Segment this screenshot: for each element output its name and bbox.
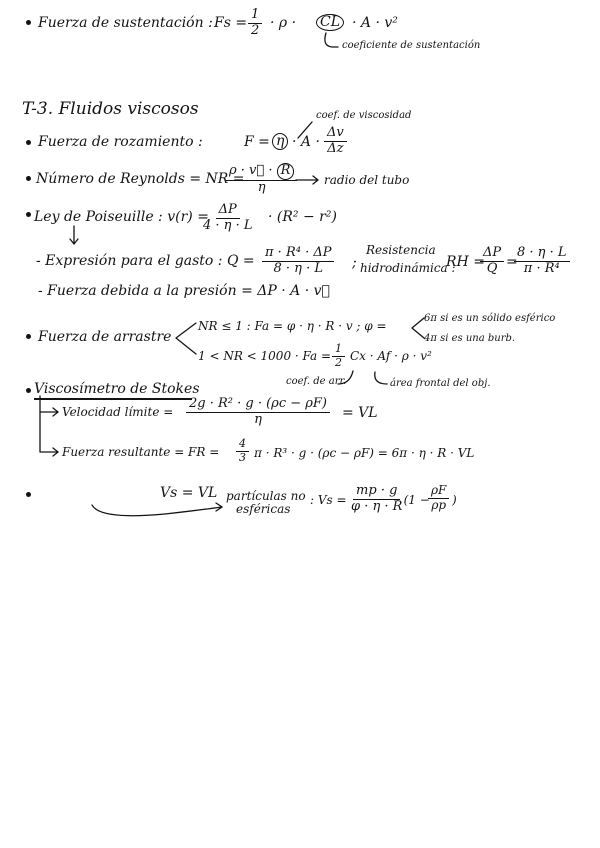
sustentacion-note: coeficiente de sustentación [342,40,481,51]
sedimentacion-paren-close: ) [452,493,457,507]
fresultante-rest: π · R³ · g · (ρc − ρF) = 6π · η · R · VL [254,446,475,460]
resistencia-label-2: hidrodinámica : [360,261,456,275]
poiseuille-down-arrow [70,226,78,244]
bullet [26,492,31,497]
sustentacion-half: $\frac{1}{2}$ [248,8,262,39]
drag-coefficient-note: coef. de arr. [286,376,347,387]
sedimentacion-note-1: partículas no [226,489,306,503]
radius-arrow [296,176,318,184]
resistencia-fraction-1: $\frac{\Delta P}{Q}$ [480,246,504,277]
vlimite-rhs: = VL [342,405,378,421]
sedimentacion-arrow [92,503,222,516]
arrastre-label: Fuerza de arrastre [38,329,172,345]
fresultante-fraction: $\frac{4}{3}$ [236,438,249,464]
bullet [26,388,31,393]
resistencia-fraction-2: $\frac{8 \cdot \eta \cdot L}{\text{π · R⁴}}$ [514,246,570,277]
arrastre-half: $\frac{1}{2}$ [332,343,345,369]
gasto-label: - Expresión para el gasto : Q = [36,253,255,269]
stokes-underline [34,398,192,400]
bullet [26,176,31,181]
arrastre-phi-sphere: 6π si es un sólido esférico [424,313,556,324]
section-title: T-3. Fluidos viscosos [22,99,199,119]
frontal-area-note: área frontal del obj. [390,378,491,389]
cl-note-arrow [325,33,338,47]
sedimentacion-eq: Vs = VL [160,485,218,501]
sustentacion-rest: · A · v² [352,15,398,31]
af-note-hook [375,372,387,384]
gasto-fraction: $\frac{\text{π · R⁴ · ΔP}}{8 \cdot \eta \cdot L}$ [262,246,334,277]
sedimentacion-density-ratio: $\frac{\rho F}{\rho p}$ [428,484,449,513]
bullet [26,140,31,145]
rozamiento-mid: · A · [292,134,320,150]
stokes-label: Viscosímetro de Stokes [34,381,200,397]
reynolds-label: Número de Reynolds = NR = [36,171,245,187]
sustentacion-rho: · ρ · [270,15,297,31]
sustentacion-lhs: Fs = [214,15,248,31]
poiseuille-label: Ley de Poiseuille : v(r) = [34,209,209,225]
vlimite-label: Velocidad límite = [62,405,174,419]
sedimentacion-paren-open: · (1 − [396,493,430,507]
gasto-separator: ; [352,255,357,271]
presion-label: - Fuerza debida a la presión = ΔP · A · v⃗ [38,283,330,299]
resistencia-eq: = [506,254,518,270]
arrastre-phi-bubble: 4π si es una burb. [424,333,516,344]
phi-brace [412,318,424,338]
fresultante-label: Fuerza resultante = FR = [62,445,220,459]
arrastre-case-2: 1 < NR < 1000 · Fa = [198,349,332,363]
viscosity-coefficient: η [272,133,288,150]
poiseuille-fraction: $\frac{\Delta P}{4 \cdot \eta \cdot L}$ [203,202,253,233]
bullet [26,20,31,25]
rozamiento-lhs: F = [244,134,270,150]
rozamiento-label: Fuerza de rozamiento : [38,134,203,150]
sedimentacion-note-2: esféricas [236,502,291,516]
reynolds-note: radio del tubo [324,173,410,187]
bullet [26,212,31,217]
vlimite-fraction: $\frac{\text{2g · R² · g · (ρc − ρF)}}{\eta}$ [186,397,330,428]
sustentacion-label: Fuerza de sustentación : [38,15,213,31]
arrastre-case-1: NR ≤ 1 : Fa = φ · η · R · v ; φ = [198,319,387,333]
sedimentacion-lhs: : Vs = [310,493,347,507]
rozamiento-note: coef. de viscosidad [316,110,412,121]
stokes-bracket [40,396,58,456]
bullet [26,334,31,339]
reynolds-fraction: $\frac{\rho \cdot v⃗ \cdot R}{\eta}$ [226,163,297,196]
lift-coefficient: CL [316,14,344,31]
arrastre-brace [176,323,196,354]
poiseuille-rest: · (R² − r²) [268,209,337,225]
velocity-gradient: $\frac{\Delta v}{\Delta z}$ [324,126,347,157]
tube-radius: R [277,163,295,180]
sedimentacion-fraction: $\frac{mp \cdot g}{\varphi \cdot \eta \cdot R}$ [351,483,403,514]
arrastre-case-2-rest: Cx · Af · ρ · v² [350,349,432,363]
resistencia-label-1: Resistencia [366,243,436,257]
resistencia-lhs: RH = [446,254,485,270]
